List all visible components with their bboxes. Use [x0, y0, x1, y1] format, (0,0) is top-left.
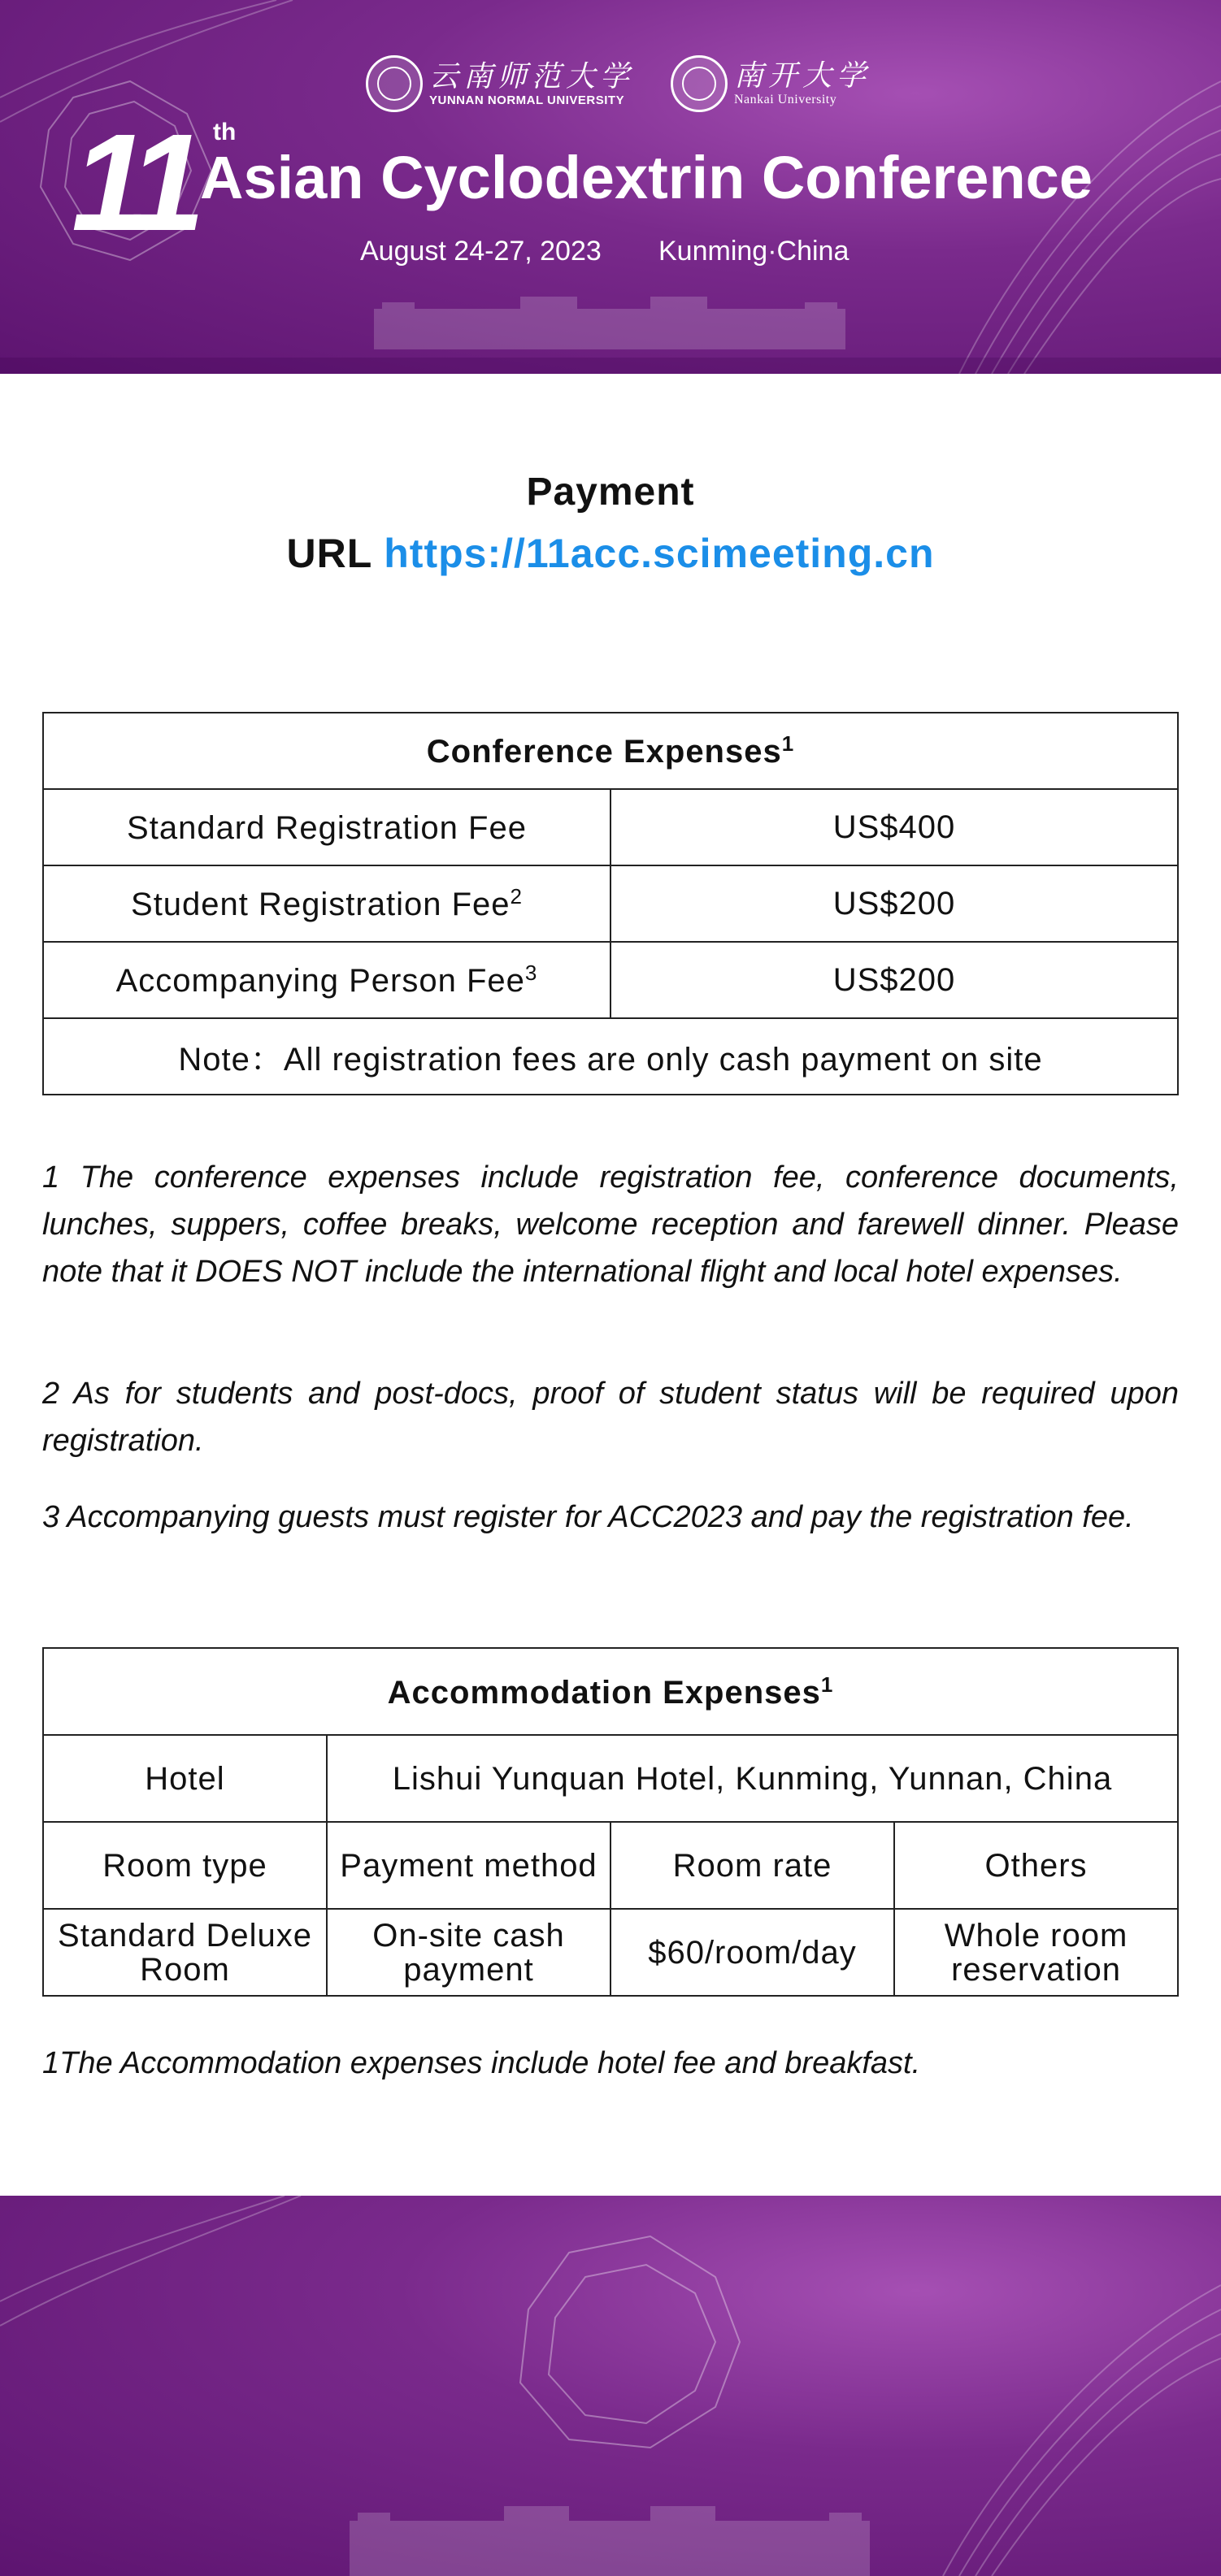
room-type: Standard Deluxe Room: [43, 1909, 327, 1996]
fee-value: US$200: [610, 942, 1178, 1018]
nankai-name-cn: 南开大学: [734, 59, 871, 93]
accommodation-title: Accommodation Expenses$^1$: [43, 1648, 1178, 1735]
edition-suffix: th: [213, 119, 237, 145]
column-header: Payment method: [327, 1822, 610, 1909]
payment-link[interactable]: https://11acc.scimeeting.cn: [384, 531, 935, 576]
yunnan-university-logo: [366, 55, 634, 112]
gate-silhouette: [374, 297, 845, 349]
accommodation-table: [42, 1647, 1179, 1997]
footer-decoration: [0, 2196, 1221, 2576]
table-row: [43, 1735, 1178, 1822]
conference-title: Asian Cyclodextrin Conference: [200, 144, 1093, 211]
molecule-drawing: [520, 2236, 740, 2448]
accommodation-footnote: 1The Accommodation expenses include hotel fee and breakfast.: [42, 2046, 921, 2080]
payment-method: On-site cash payment: [327, 1909, 610, 1996]
hotel-value: Lishui Yunquan Hotel, Kunming, Yunnan, China: [327, 1735, 1178, 1822]
nankai-university-logo: [671, 55, 871, 112]
footnote-3: 3 Accompanying guests must register for ACC2023 and pay the registration fee.: [42, 1500, 1134, 1534]
fee-value: US$200: [610, 865, 1178, 942]
table-row: [43, 789, 1178, 865]
footnote-2: 2 As for students and post-docs, proof of student status will be required upon registration.: [42, 1377, 1179, 1458]
hotel-label: Hotel: [43, 1735, 327, 1822]
url-label: URL: [286, 531, 372, 576]
table-note-row: [43, 1018, 1178, 1095]
yunnan-name-cn: 云南师范大学: [429, 59, 635, 93]
table-header-row: [43, 713, 1178, 789]
table-row: [43, 865, 1178, 942]
payment-note: Note：All registration fees are only cash payment on site: [43, 1018, 1178, 1095]
yunnan-seal-icon: [366, 55, 423, 112]
conference-location: Kunming·China: [658, 236, 849, 267]
conference-expenses-table: [42, 712, 1179, 1095]
gate-silhouette: [350, 2506, 870, 2576]
yunnan-name-en: YUNNAN NORMAL UNIVERSITY: [429, 93, 625, 107]
column-header: Room type: [43, 1822, 327, 1909]
edition-number: 11: [72, 106, 196, 260]
conference-date: August 24-27, 2023: [360, 236, 602, 267]
table-row: [43, 1822, 1178, 1909]
fee-label: Standard Registration Fee: [43, 789, 610, 865]
column-header: Others: [894, 1822, 1178, 1909]
table-header-row: [43, 1648, 1178, 1735]
table-row: [43, 1909, 1178, 1996]
footer-banner: [0, 2196, 1221, 2576]
nankai-name-en: Nankai University: [734, 93, 837, 106]
payment-title: Payment: [526, 471, 695, 514]
fee-value: US$400: [610, 789, 1178, 865]
room-rate: $60/room/day: [610, 1909, 894, 1996]
conference-expenses-title: Conference Expenses$^1$: [43, 713, 1178, 789]
header-banner: [0, 0, 1221, 374]
footnote-1: 1 The conference expenses include registration fee, conference documents, lunches, suppers, coffee breaks, welcome reception and farewell dinner. Please note that it DOES NOT include the international flight and local hotel expenses.: [42, 1160, 1179, 1289]
others: Whole room reservation: [894, 1909, 1178, 1996]
nankai-seal-icon: [671, 55, 728, 112]
fee-label: Accompanying Person Fee$^3$: [43, 942, 610, 1018]
column-header: Room rate: [610, 1822, 894, 1909]
table-row: [43, 942, 1178, 1018]
payment-url-line: [0, 530, 1221, 577]
fee-label: Student Registration Fee$^2$: [43, 865, 610, 942]
